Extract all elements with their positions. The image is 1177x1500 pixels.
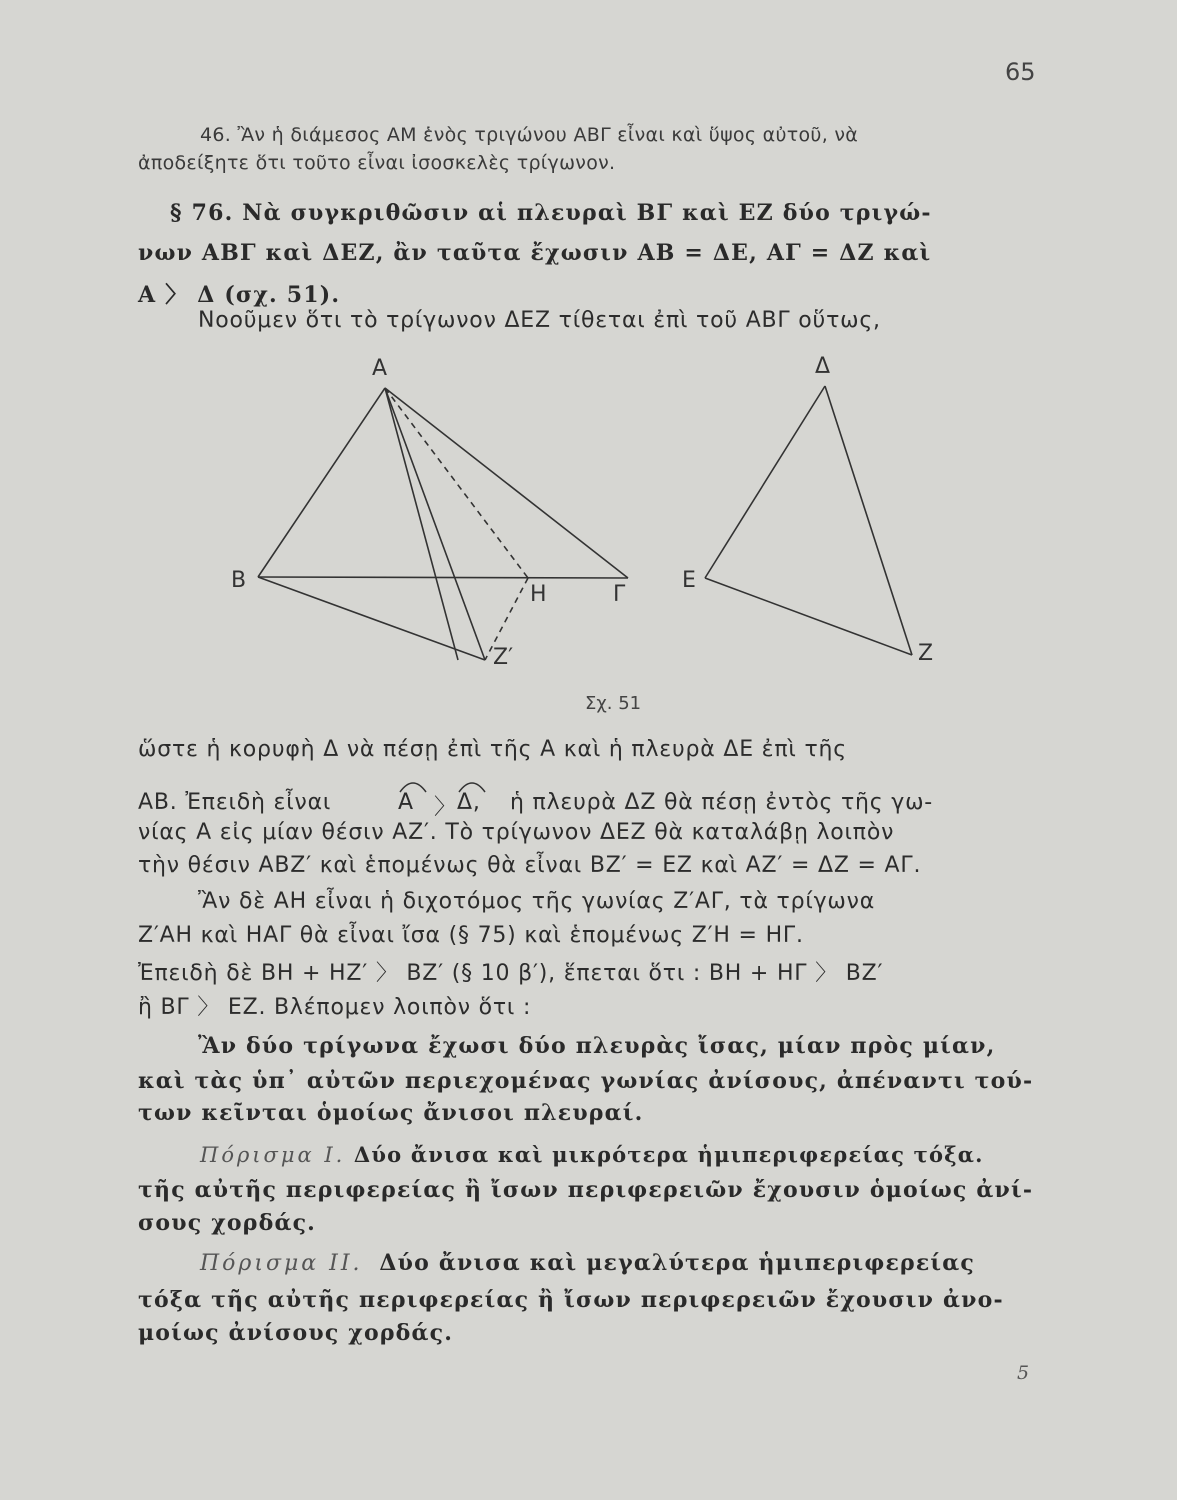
corollary-2-text-1: Δύο ἄνισα καὶ μεγαλύτερα ἡμιπεριφερείας — [379, 1250, 975, 1276]
corollary-1-label: Πόρισμα Ι. — [200, 1143, 346, 1167]
section-heading-line-3: Α 〉 Δ (σχ. 51). — [138, 282, 341, 308]
greater-than-sign: 〉 — [434, 795, 457, 820]
corollary-2-line-1 — [200, 1250, 975, 1276]
corollary-2-line-2: τόξα τῆς αὐτῆς περιφερείας ἢ ἴσων περιφερειῶν ἔχουσιν ἀνο- — [138, 1287, 1004, 1313]
segment-dz — [825, 386, 912, 655]
corollary-1-text-1: Δύο ἄνισα καὶ μικρότερα ἡμιπεριφερείας τόξα. — [353, 1142, 984, 1167]
exercise-line-1: 46. Ἂν ἡ διάμεσος AM ἑνὸς τριγώνου ΑΒΓ εἶναι καὶ ὕψος αὐτοῦ, νὰ — [200, 124, 859, 146]
page-number: 65 — [1005, 58, 1036, 86]
label-h: H — [530, 582, 547, 607]
segment-bz1 — [258, 577, 485, 660]
section-heading-line-1: § 76. Νὰ συγκριθῶσιν αἱ πλευραὶ ΒΓ καὶ ΕΖ δύο τριγώ- — [170, 200, 932, 226]
body-line-2b: ἡ πλευρὰ ΔΖ θὰ πέσῃ ἐντὸς τῆς γω- — [510, 790, 934, 815]
angle-arc-icon — [398, 776, 428, 794]
label-gamma: Γ — [613, 582, 626, 607]
signature-mark: 5 — [1017, 1362, 1030, 1384]
corollary-1-line-1 — [200, 1142, 984, 1167]
theorem-line-2: καὶ τὰς ὑπ᾽ αὐτῶν περιεχομένας γωνίας ἀνίσους, ἀπέναντι τού- — [138, 1068, 1034, 1094]
body-line-8: ἢ ΒΓ 〉 ΕΖ. Βλέπομεν λοιπὸν ὅτι : — [138, 995, 532, 1020]
angle-delta-symbol — [457, 790, 481, 815]
body-line-7: Ἐπειδὴ δὲ ΒΗ + ΗΖ′ 〉 ΒΖ′ (§ 10 β′), ἕπεται ὅτι : ΒΗ + ΗΓ 〉 ΒΖ′ — [138, 961, 884, 986]
exercise-line-2: ἀποδείξητε ὅτι τοῦτο εἶναι ἰσοσκελὲς τρίγωνον. — [138, 152, 616, 174]
segment-ah — [385, 388, 458, 660]
angle-a-letter: A — [398, 790, 414, 815]
label-z: Z — [918, 641, 934, 666]
segment-ab — [258, 388, 385, 577]
label-z-prime: Z′ — [493, 645, 514, 670]
body-line-3: νίας Α εἰς μίαν θέσιν ΑΖ′. Τὸ τρίγωνον ΔΕΖ θὰ καταλάβῃ λοιπὸν — [138, 820, 895, 845]
label-b: B — [231, 568, 247, 593]
corollary-2-label: Πόρισμα ΙΙ. — [200, 1251, 363, 1276]
body-line-2a: ΑΒ. Ἐπειδὴ εἶναι — [138, 790, 332, 815]
corollary-1-line-2: τῆς αὐτῆς περιφερείας ἢ ἴσων περιφερειῶν ἔχουσιν ὁμοίως ἀνί- — [138, 1177, 1034, 1203]
theorem-line-3: των κεῖνται ὁμοίως ἄνισοι πλευραί. — [138, 1100, 644, 1126]
corollary-1-line-3: σους χορδάς. — [138, 1210, 317, 1236]
figure-caption: Σχ. 51 — [585, 693, 642, 714]
angle-a-symbol — [398, 790, 414, 815]
label-a: A — [372, 356, 388, 381]
segment-ez — [705, 578, 912, 655]
label-delta: Δ — [815, 354, 831, 379]
segment-de — [705, 386, 825, 578]
body-line-5: Ἂν δὲ ΑΗ εἶναι ἡ διχοτόμος τῆς γωνίας Ζ′ΑΓ, τὰ τρίγωνα — [198, 889, 876, 914]
label-e: E — [682, 568, 696, 593]
body-line-1: ὥστε ἡ κορυφὴ Δ νὰ πέσῃ ἐπὶ τῆς Α καὶ ἡ πλευρὰ ΔΕ ἐπὶ τῆς — [138, 737, 847, 762]
theorem-line-1: Ἂν δύο τρίγωνα ἔχωσι δύο πλευρὰς ἴσας, μίαν πρὸς μίαν, — [198, 1033, 996, 1059]
section-heading-line-2: νων ΑΒΓ καὶ ΔΕΖ, ἂν ταῦτα ἔχωσιν ΑΒ = ΔΕ, ΑΓ = ΔΖ καὶ — [138, 240, 932, 266]
body-line-6: Ζ′ΑΗ καὶ ΗΑΓ θὰ εἶναι ἴσα (§ 75) καὶ ἑπομένως Ζ′Η = ΗΓ. — [138, 923, 804, 948]
body-line-4: τὴν θέσιν ΑΒΖ′ καὶ ἑπομένως θὰ εἶναι ΒΖ′ = ΕΖ καὶ ΑΖ′ = ΔΖ = ΑΓ. — [138, 853, 922, 878]
segment-bg — [258, 577, 628, 578]
segment-az1 — [385, 388, 485, 660]
angle-delta-letter: Δ, — [457, 790, 481, 815]
intro-line: Νοοῦμεν ὅτι τὸ τρίγωνον ΔΕΖ τίθεται ἐπὶ τοῦ ΑΒΓ οὕτως, — [198, 308, 881, 333]
angle-arc-icon — [457, 776, 487, 794]
corollary-2-line-3: μοίως ἀνίσους χορδάς. — [138, 1320, 454, 1346]
